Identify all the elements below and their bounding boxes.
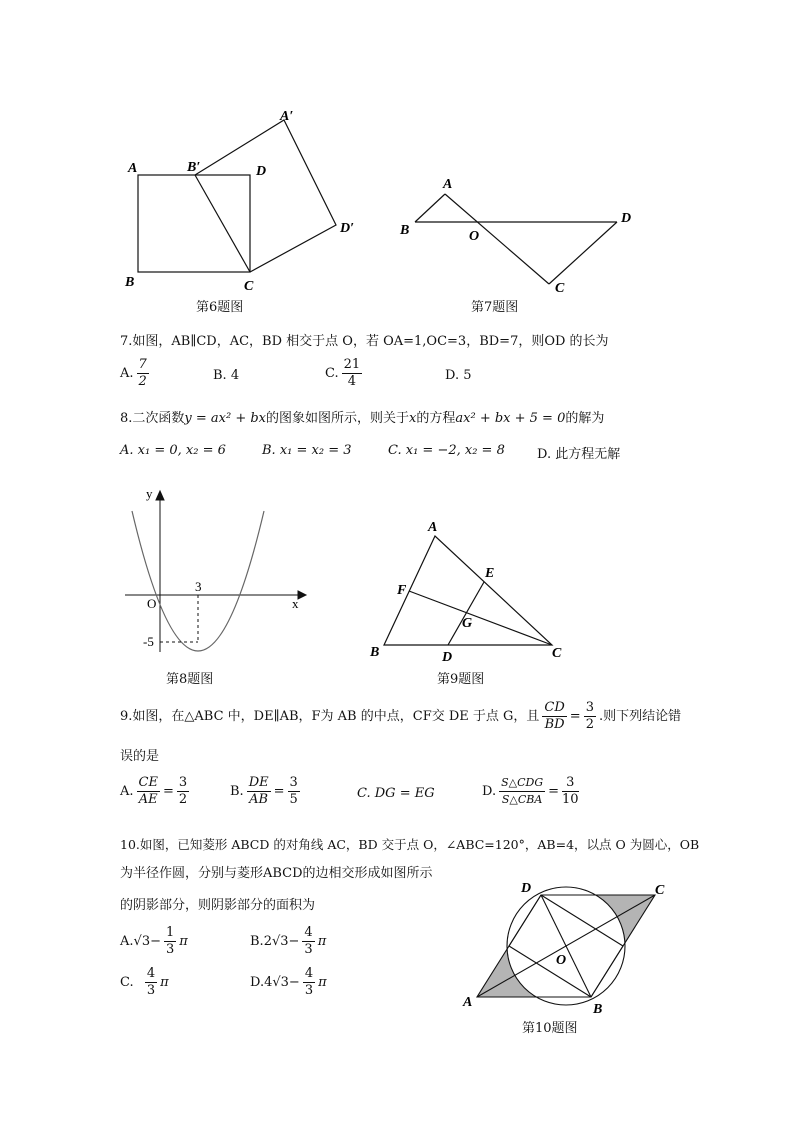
- caption-fig10: 第10题图: [522, 1021, 578, 1036]
- q8-stem: 8.二次函数y = ax² + bx的图象如图所示，则关于x的方程ax² + bx + 5 = 0的解为: [120, 411, 605, 426]
- q7-option-c[interactable]: C. $\frac{21}{4}$: [325, 357, 361, 389]
- label-B: B: [370, 645, 380, 660]
- label-B: B: [400, 223, 410, 238]
- q10-option-d[interactable]: D.4√3− $\frac{4}{3}$ π: [250, 966, 327, 998]
- figure-10: [455, 875, 675, 1025]
- label-F: F: [397, 583, 407, 598]
- label-G: G: [462, 616, 473, 631]
- q10-option-b[interactable]: B.2√3− $\frac{4}{3}$ π: [250, 925, 327, 957]
- label-y: y: [146, 486, 153, 501]
- q9-stem-line2: 误的是: [120, 749, 160, 764]
- label-neg5: -5: [143, 634, 154, 649]
- label-A: A: [428, 520, 438, 535]
- label-Bprime: B′: [187, 160, 201, 175]
- segment-de: [448, 582, 484, 645]
- q10-option-a[interactable]: A.√3− $\frac{1}{3}$ π: [120, 925, 188, 957]
- label-O: O: [469, 229, 480, 244]
- q7-option-b[interactable]: B. 4: [213, 368, 240, 383]
- figure-8: [120, 480, 320, 660]
- caption-fig7: 第7题图: [471, 300, 519, 315]
- q7-option-d[interactable]: D. 5: [445, 368, 472, 383]
- label-Aprime: A′: [280, 109, 294, 124]
- q9-option-a[interactable]: A. $\frac{CE}{AE}$ = $\frac{3}{2}$: [120, 775, 188, 807]
- label-C: C: [555, 281, 565, 296]
- label-D: D: [442, 650, 453, 665]
- square-abcd: [138, 175, 250, 272]
- q10-option-c[interactable]: C. $\frac{4}{3}$ π: [120, 966, 169, 998]
- q7-option-a[interactable]: A. $\frac{7}{2}$: [120, 357, 147, 389]
- segment-bp-c: [195, 175, 250, 272]
- q10-stem-line3: 的阴影部分，则阴影部分的面积为: [120, 898, 316, 913]
- label-C: C: [655, 883, 665, 898]
- q8-option-c[interactable]: C. x₁ = −2, x₂ = 8: [388, 443, 505, 458]
- label-D: D: [256, 164, 267, 179]
- caption-fig8: 第8题图: [166, 672, 214, 687]
- label-O: O: [147, 596, 157, 611]
- label-x: x: [292, 596, 299, 611]
- label-A: A: [128, 161, 138, 176]
- q9-stem: 9.如图，在△ABC 中，DE∥AB，F为 AB 的中点，CF交 DE 于点 G，且 $\frac{CD}{BD}$ = $\frac{3}{2}$ .则下列结论错: [120, 700, 682, 732]
- caption-fig9: 第9题图: [437, 672, 485, 687]
- label-B: B: [593, 1002, 603, 1017]
- label-C: C: [552, 646, 562, 661]
- label-O: O: [556, 953, 567, 968]
- figure-6: [110, 100, 380, 320]
- q10-stem-line2: 为半径作圆，分别与菱形ABCD的边相交形成如图所示: [120, 866, 433, 881]
- segment-cf: [409, 591, 552, 645]
- figure-9: [360, 515, 575, 665]
- q10-stem-line1: 10.如图，已知菱形 ABCD 的对角线 AC，BD 交于点 O，∠ABC=120°，AB=4，以点 O 为圆心，OB: [120, 837, 700, 852]
- label-3: 3: [195, 579, 202, 594]
- label-D: D: [521, 881, 532, 896]
- q9-option-c[interactable]: C. DG = EG: [357, 786, 435, 801]
- q8-option-b[interactable]: B. x₁ = x₂ = 3: [262, 443, 352, 458]
- figure-7: [395, 170, 645, 300]
- label-A: A: [463, 995, 473, 1010]
- q9-option-d[interactable]: D. $\frac{\text{S△CDG}}{\text{S△CBA}}$ = $\frac{3}{10}$: [482, 775, 579, 807]
- label-A: A: [443, 177, 453, 192]
- q8-option-a[interactable]: A. x₁ = 0, x₂ = 6: [120, 443, 226, 458]
- q9-option-b[interactable]: B. $\frac{DE}{AB}$ = $\frac{3}{5}$: [230, 775, 298, 807]
- q8-option-d[interactable]: D. 此方程无解: [537, 447, 621, 462]
- label-E: E: [485, 566, 495, 581]
- label-Dprime: D′: [340, 221, 355, 236]
- rotated-square: [195, 120, 336, 272]
- label-D: D: [621, 211, 632, 226]
- q7-stem: 7.如图，AB∥CD，AC，BD 相交于点 O，若 OA=1,OC=3，BD=7，则OD 的长为: [120, 334, 609, 349]
- label-C: C: [244, 279, 254, 294]
- label-B: B: [125, 275, 135, 290]
- caption-fig6: 第6题图: [196, 300, 244, 315]
